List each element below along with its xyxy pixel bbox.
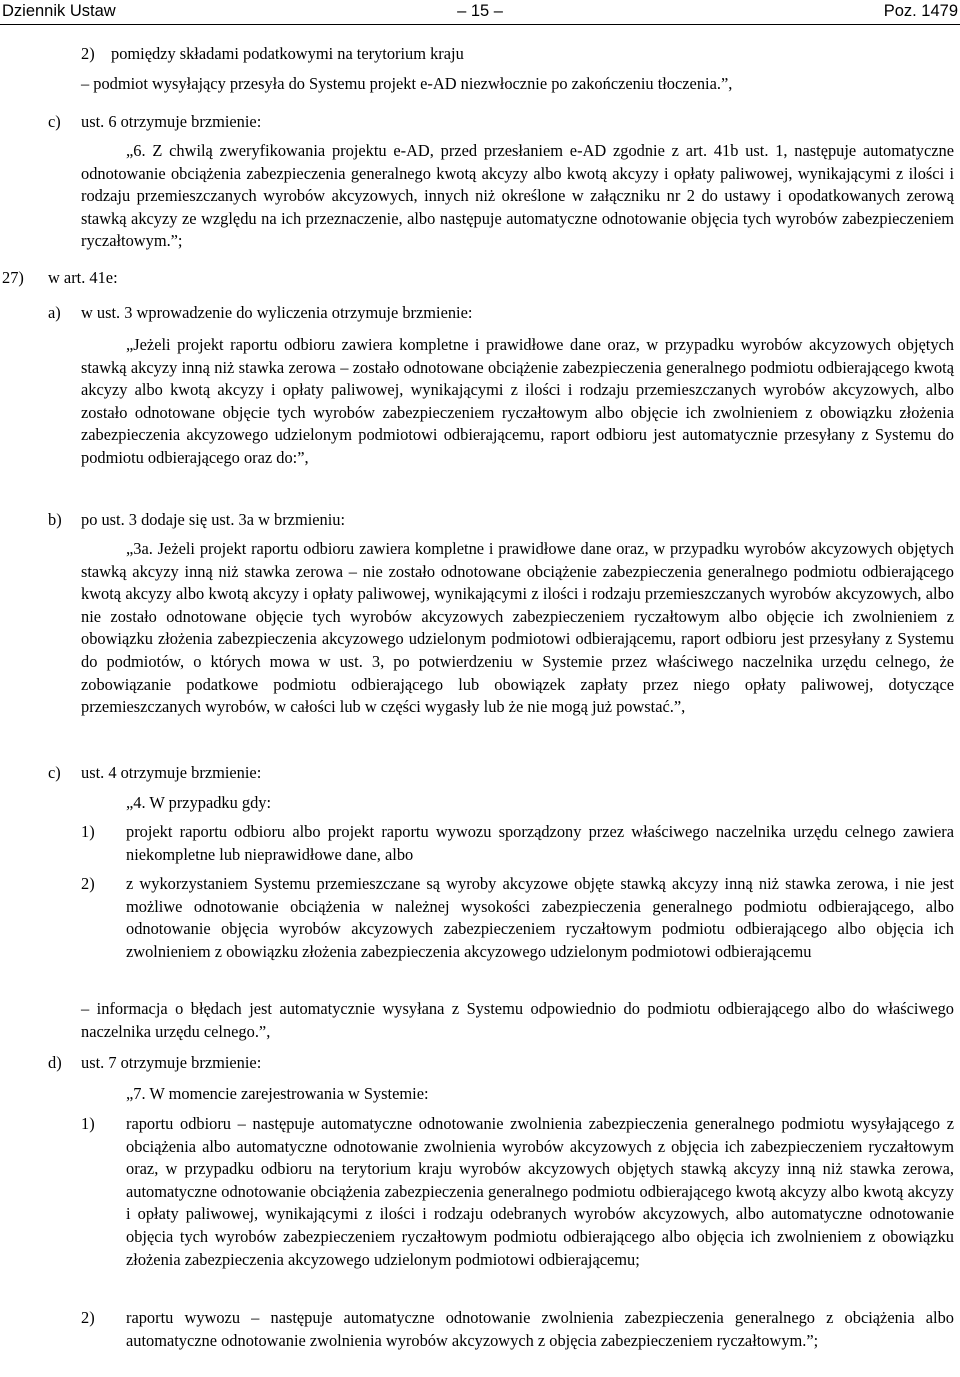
point-text: projekt raportu odbioru albo projekt raportu wywozu sporządzony przez właściwego naczelnika urzędu celnego zawiera niekompletne lub nieprawidłowe dane, albo	[126, 822, 954, 864]
point-label: 1)	[81, 822, 95, 841]
point-text: raportu odbioru – następuje automatyczne odnotowanie zwolnienia zabezpieczenia generalnego podmiotu wysyłającego z obciążenia albo automatyczne odnotowanie zwolnienia wyrobów akcyzowych z objęcia ich zabezpieczeniem ryczałtowym oraz, w przypadku odbioru na terytorium kraju wyrobów akcyzowych objętych stawką akcyzy inną niż stawka zerowa, automatyczne odnotowanie obciążenia zabezpieczenia generalnego podmiotu odbierającego kwotą akcyzy albo kwotą akcyzy i opłaty paliwowej, wynikającymi z ilości i rodzaju odebranych wyrobów akcyzowych, albo automatyczne odnotowanie objęcia tych wyrobów zabezpieczeniem ryczałtowym podmiotu odbierającego albo objęcia ich zwolnieniem z obowiązku złożenia zabezpieczenia akcyzowego udzielonym podmiotowi odbierającemu;	[126, 1114, 954, 1269]
journal-title: Dziennik Ustaw	[2, 2, 116, 20]
point-label: 2)	[81, 44, 95, 63]
letter-label: d)	[48, 1053, 62, 1072]
point-label: 1)	[81, 1114, 95, 1133]
quoted-provision-7: „7. W momencie zarejestrowania w Systemie:	[126, 1084, 429, 1103]
point-label: 2)	[81, 874, 95, 893]
letter-text: ust. 6 otrzymuje brzmienie:	[81, 112, 262, 131]
letter-text: ust. 4 otrzymuje brzmienie:	[81, 763, 262, 782]
letter-label: a)	[48, 303, 61, 322]
item-text: w art. 41e:	[48, 268, 118, 287]
quoted-provision-6: „6. Z chwilą zweryfikowania projektu e-AD, przed przesłaniem e-AD zgodnie z art. 41b ust. 1, następuje automatyczne odnotowanie obciążenia zabezpieczenia generalnego kwotą akcyzy albo kwotą akcyzy i opłaty paliwowej, wynikającymi z ilości i rodzaju przemieszczanych wyrobów akcyzowych, innych niż określone w załączniku nr 2 do ustawy i opodatkowanych zerową stawką akcyzy ze względu na ich przeznaczenie, albo następuje automatyczne odnotowanie objęcia tych wyrobów zabezpieczeniem ryczałtowym.”;	[81, 141, 954, 251]
letter-label: c)	[48, 763, 61, 782]
point-label: 2)	[81, 1308, 95, 1327]
dash-paragraph: – podmiot wysyłający przesyła do Systemu projekt e-AD niezwłocznie po zakończeniu tłoczenia.”,	[81, 74, 733, 93]
quoted-provision-4: „4. W przypadku gdy:	[126, 793, 272, 812]
letter-label: c)	[48, 112, 61, 131]
letter-text: ust. 7 otrzymuje brzmienie:	[81, 1053, 262, 1072]
point-text: z wykorzystaniem Systemu przemieszczane są wyroby akcyzowe objęte stawką akcyzy inną niż stawka zerowa, i nie jest możliwe odnotowanie obciążenia w należnej wysokości zabezpieczenia generalnego podmiotu odbierającego, albo odnotowanie objęcia wyrobów akcyzowych zabezpieczeniem ryczałtowym podmiotu odbierającego albo objęcia ich zwolnieniem z obowiązku złożenia zabezpieczenia akcyzowego udzielonym podmiotowi odbierającemu	[126, 874, 954, 961]
dash-paragraph: – informacja o błędach jest automatycznie wysyłana z Systemu odpowiednio do podmiotu odbierającego albo do właściwego naczelnika urzędu celnego.”,	[81, 999, 954, 1041]
page-number: – 15 –	[457, 2, 503, 20]
point-text: pomiędzy składami podatkowymi na terytorium kraju	[111, 44, 464, 63]
item-label: 27)	[2, 268, 24, 287]
letter-label: b)	[48, 510, 62, 529]
quoted-provision-3: „Jeżeli projekt raportu odbioru zawiera kompletne i prawidłowe dane oraz, w przypadku wyrobów akcyzowych objętych stawką akcyzy inną niż stawka zerowa – zostało odnotowane obciążenie zabezpieczenia generalnego podmiotu odbierającego kwotą akcyzy albo kwotą akcyzy i opłaty paliwowej, wynikającymi z ilości i rodzaju przemieszczanych wyrobów akcyzowych, albo zostało odnotowane objęcie tych wyrobów zabezpieczeniem ryczałtowym albo objęcie ich zwolnieniem z obowiązku złożenia zabezpieczenia akcyzowego udzielonym podmiotowi odbierającemu, raport odbioru jest automatycznie przesyłany z Systemu do podmiotu odbierającego oraz do:”,	[81, 335, 954, 467]
letter-text: po ust. 3 dodaje się ust. 3a w brzmieniu:	[81, 510, 346, 529]
page-header	[0, 0, 960, 25]
position-number: Poz. 1479	[883, 2, 958, 20]
quoted-provision-3a: „3a. Jeżeli projekt raportu odbioru zawiera kompletne i prawidłowe dane oraz, w przypadku wyrobów akcyzowych objętych stawką akcyzy inną niż stawka zerowa – nie zostało odnotowane obciążenie zabezpieczenia generalnego podmiotu odbierającego kwotą akcyzy albo kwotą akcyzy i opłaty paliwowej, wynikającymi z ilości i rodzaju przemieszczanych wyrobów akcyzowych, albo nie zostało odnotowane objęcie tych wyrobów akcyzowych zabezpieczeniem ryczałtowym albo objęcie ich zwolnieniem z obowiązku złożenia zabezpieczenia akcyzowego udzielonym podmiotowi odbierającemu, raport odbioru jest przesyłany z Systemu do podmiotów, o których mowa w ust. 3, po potwierdzeniu w Systemie przez właściwego naczelnika urzędu celnego, że zobowiązanie podatkowe podmiotu odbierającego lub obowiązek zapłaty przez niego opłaty paliwowej, dotyczące przemieszczanych wyrobów, w całości lub w części wygasły lub że nie mogą już powstać.”,	[81, 539, 954, 717]
letter-text: w ust. 3 wprowadzenie do wyliczenia otrzymuje brzmienie:	[81, 303, 473, 322]
point-text: raportu wywozu – następuje automatyczne odnotowanie zwolnienia zabezpieczenia generalnego z obciążenia albo automatyczne odnotowanie zwolnienia wyrobów akcyzowych z objęcia zabezpieczeniem ryczałtowym.”;	[126, 1308, 954, 1350]
